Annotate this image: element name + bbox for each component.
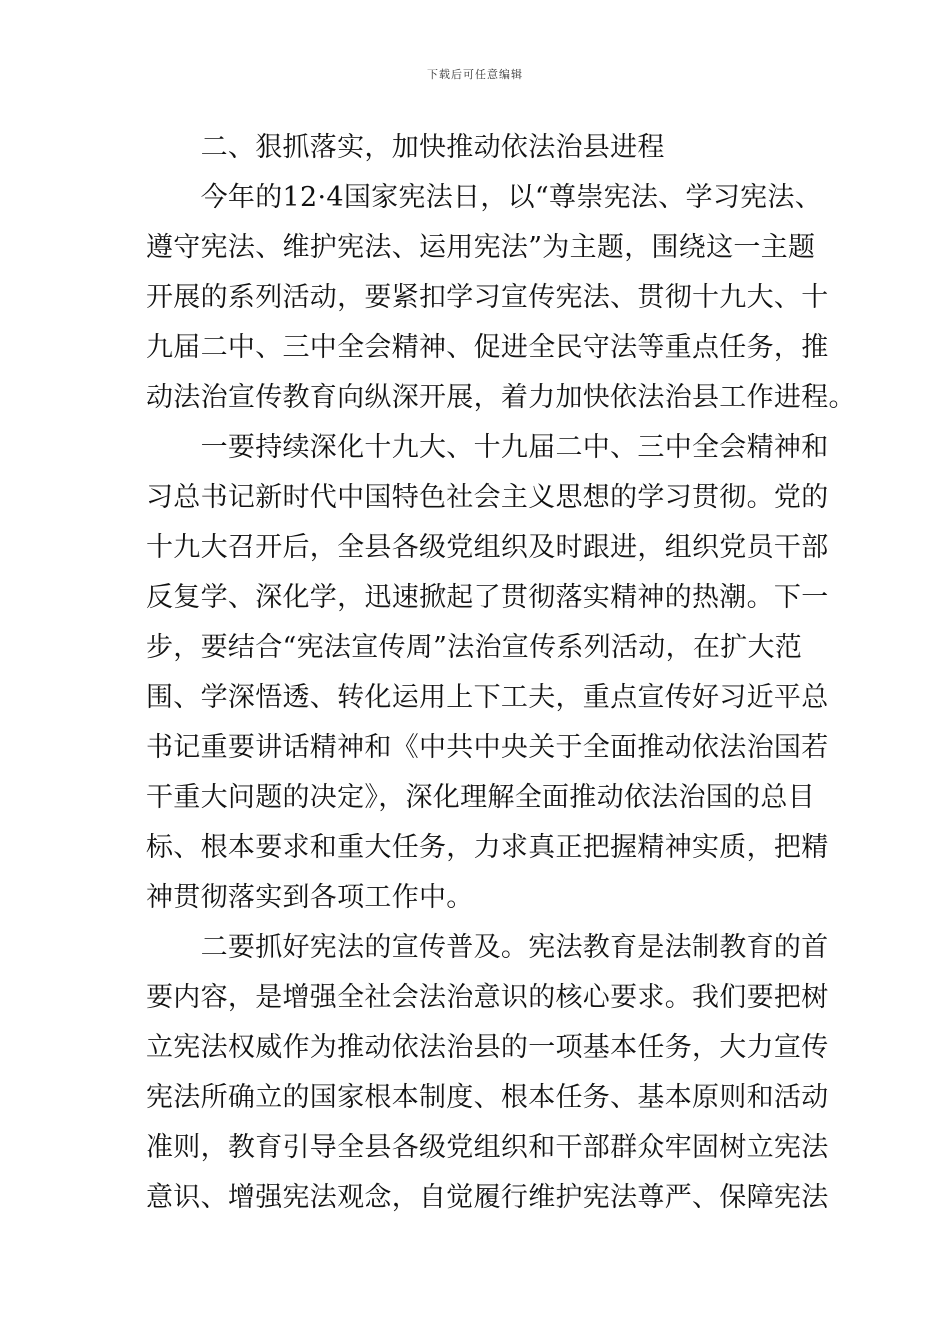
- text-line: 立宪法权威作为推动依法治县的一项基本任务，大力宣传: [146, 1032, 829, 1063]
- text-line: 开展的系列活动，要紧扣学习宣传宪法、贯彻十九大、十: [146, 282, 829, 313]
- text-line: 标、根本要求和重大任务，力求真正把握精神实质，把精: [146, 832, 829, 863]
- text-line: 习总书记新时代中国特色社会主义思想的学习贯彻。党的: [146, 482, 829, 513]
- text-line: 动法治宣传教育向纵深开展，着力加快依法治县工作进程。: [146, 382, 856, 413]
- text-line: 遵守宪法、维护宪法、运用宪法”为主题，围绕这一主题: [146, 232, 816, 263]
- text-line: 九届二中、三中全会精神、促进全民守法等重点任务，推: [146, 332, 829, 363]
- text-line: 意识、增强宪法观念，自觉履行维护宪法尊严、保障宪法: [146, 1182, 829, 1213]
- text-line: 要内容，是增强全社会法治意识的核心要求。我们要把树: [146, 982, 829, 1013]
- text-line: 干重大问题的决定》，深化理解全面推动依法治国的总目: [146, 782, 815, 813]
- text-line: 准则，教育引导全县各级党组织和干部群众牢固树立宪法: [146, 1132, 829, 1163]
- text-line: 二要抓好宪法的宣传普及。宪法教育是法制教育的首: [146, 932, 829, 963]
- text-line: 反复学、深化学，迅速掀起了贯彻落实精神的热潮。下一: [146, 582, 829, 613]
- text-line: 书记重要讲话精神和《中共中央关于全面推动依法治国若: [146, 732, 829, 763]
- text-line: 步，要结合“宪法宣传周”法治宣传系列活动，在扩大范: [146, 632, 803, 663]
- heading-line: 二、狠抓落实，加快推动依法治县进程: [146, 132, 665, 163]
- text-line: 宪法所确立的国家根本制度、根本任务、基本原则和活动: [146, 1082, 829, 1113]
- header-note: 下载后可任意编辑: [427, 68, 523, 81]
- text-line: 十九大召开后，全县各级党组织及时跟进，组织党员干部: [146, 532, 829, 563]
- text-line: 围、学深悟透、转化运用上下工夫，重点宣传好习近平总: [146, 682, 829, 713]
- text-line: 一要持续深化十九大、十九届二中、三中全会精神和: [146, 432, 829, 463]
- text-line: 神贯彻落实到各项工作中。: [146, 882, 474, 913]
- text-line: 今年的12·4国家宪法日，以“尊崇宪法、学习宪法、: [146, 182, 823, 213]
